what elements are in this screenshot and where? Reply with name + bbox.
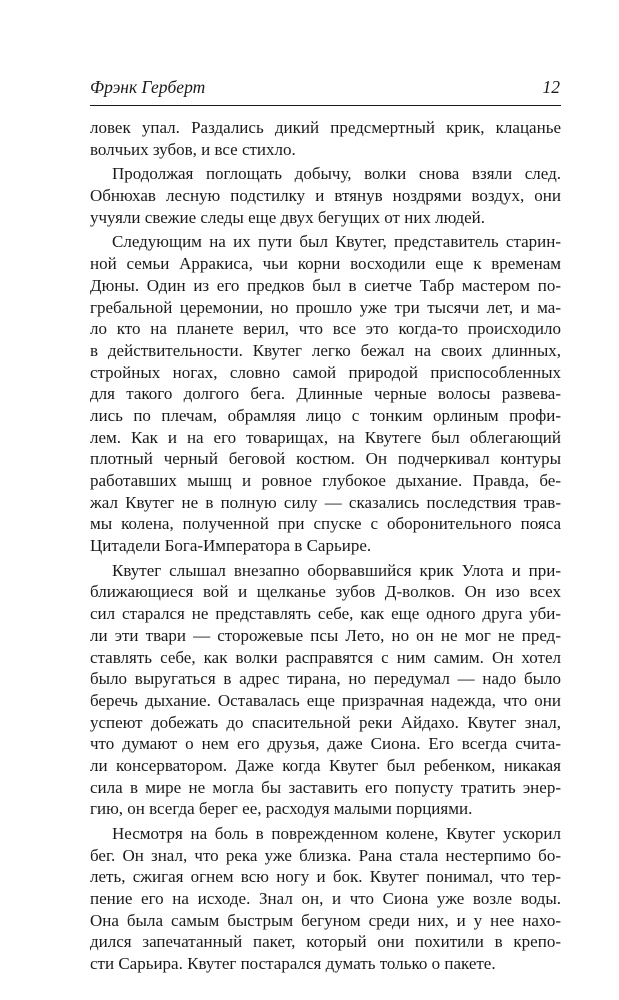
text-line: беречь дыхание. Оставалась еще призрачная надежда, что они	[90, 690, 561, 710]
text-line: в действительности. Квутег легко бежал на своих длинных,	[90, 340, 561, 360]
text-line: мы колена, полученной при спуске с оборонительного пояса	[90, 514, 561, 534]
text-line: лем. Как и на его товарищах, на Квутеге был облегающий	[90, 427, 561, 447]
text-line: сил старался не представлять себе, как еще одного друга уби-	[90, 604, 561, 624]
text-line: для такого долгого бега. Длинные черные волосы развева-	[90, 384, 561, 404]
text-line: гребальной церемонии, но прошло уже три тысячи лет, и ма-	[90, 297, 561, 317]
text-line: Обнюхав лесную подстилку и втянув ноздрями воздух, они	[90, 186, 561, 206]
text-line: ловек упал. Раздались дикий предсмертный крик, клацанье	[90, 118, 561, 137]
text-line: ближающиеся вой и щелканье зубов Д-волков. Он изо всех	[90, 582, 561, 602]
paragraph	[90, 117, 561, 160]
text-line: пение его на исходе. Знал он, и что Сиона уже возле воды.	[90, 889, 561, 909]
text-line: дился запечатанный пакет, который они похитили в крепо-	[90, 932, 561, 952]
text-line: ной семьи Арракиса, чьи корни восходили еще к временам	[90, 254, 561, 274]
page-number: 12	[542, 77, 560, 97]
paragraph	[90, 231, 561, 556]
text-line: стройных ногах, словно самой природой приспособленных	[90, 362, 561, 382]
running-head-author: Фрэнк Герберт	[90, 77, 206, 97]
text-line: Несмотря на боль в поврежденном колене, Квутег ускорил	[112, 824, 561, 843]
text-line: ли эти твари — сторожевые псы Лето, но он не мог не пред-	[90, 625, 561, 645]
text-line: волчьих зубов, и все стихло.	[90, 139, 296, 159]
text-line: Цитадели Бога-Императора в Сарьире.	[90, 536, 372, 556]
text-line: лись по плечам, обрамляя лицо с тонким орлиным профи-	[90, 405, 561, 425]
text-line: Квутег слышал внезапно оборвавшийся крик Улота и при-	[112, 560, 561, 580]
paragraph	[90, 163, 561, 228]
text-line: ли консерватором. Даже когда Квутег был ребенком, никакая	[90, 755, 561, 775]
text-line: Продолжая поглощать добычу, волки снова взяли след.	[112, 164, 561, 184]
text-line: жал Квутег не в полную силу — сказались последствия трав-	[90, 492, 561, 512]
text-line: плотный черный беговой костюм. Он подчеркивал контуры	[90, 449, 561, 469]
body-text	[90, 117, 561, 978]
text-line: Она была самым быстрым бегуном среди них, и у нее нахо-	[90, 910, 561, 930]
text-line: сти Сарьира. Квутег постарался думать только о пакете.	[90, 954, 496, 974]
text-line: Дюны. Один из его предков был в сиетче Табр мастером по-	[90, 275, 561, 295]
paragraph	[90, 823, 561, 975]
paragraph	[90, 560, 561, 820]
text-line: было выругаться в адрес тирана, но передумал — надо было	[90, 669, 561, 689]
text-line: что думают о нем его друзья, даже Сиона. Его всегда счита-	[90, 734, 561, 754]
text-line: гию, он всегда берег ее, расходуя малыми порциями.	[90, 799, 473, 819]
text-line: леть, сжигая огнем всю ногу и бок. Квутег понимал, что тер-	[90, 867, 561, 887]
text-line: работавших мышц и ровное глубокое дыхание. Правда, бе-	[90, 471, 561, 490]
text-line: успеют добежать до спасительной реки Айдахо. Квутег знал,	[90, 712, 561, 732]
text-line: ставлять себе, как волки расправятся с ним самим. Он хотел	[90, 647, 561, 667]
text-line: ло кто на планете верил, что все это когда-то происходило	[90, 319, 561, 339]
running-head	[90, 72, 560, 102]
header-rule	[90, 105, 561, 106]
text-line: сила в мире не могла бы заставить его попусту тратить энер-	[90, 777, 561, 797]
text-line: Следующим на их пути был Квутег, представитель старин-	[112, 232, 561, 252]
text-line: учуяли свежие следы еще двух бегущих от них людей.	[90, 207, 486, 227]
text-line: бег. Он знал, что река уже близка. Рана стала нестерпимо бо-	[90, 845, 561, 865]
